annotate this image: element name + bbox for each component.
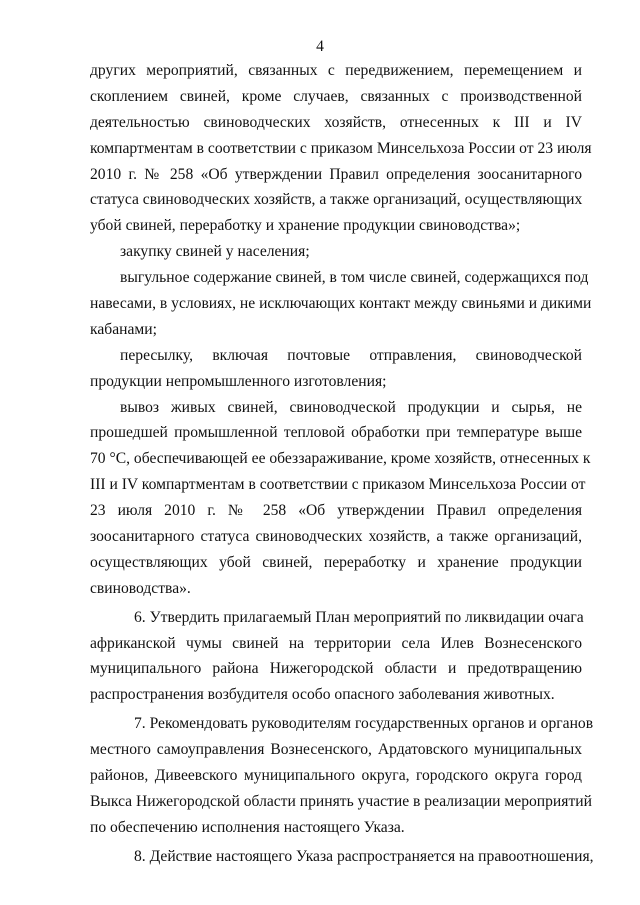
text-line: африканской чумы свиней на территории села Илев Вознесенского [90,634,582,652]
text-line: кабанами; [90,320,157,338]
text-line: районов, Дивеевского муниципального округа, городского округа город [90,767,582,785]
text-line: по обеспечению исполнения настоящего Указа. [90,818,405,836]
text-line: осуществляющих убой свиней, переработку и хранение продукции [90,553,582,571]
text-line: деятельностью свиноводческих хозяйств, отнесенных к III и IV [90,113,582,131]
page-number: 4 [316,38,324,55]
text-line: 7. Рекомендовать руководителям государственных органов и органов [134,715,594,733]
text-line: муниципального района Нижегородской области и предотвращению [90,660,582,678]
text-line: пересылку, включая почтовые отправления, свиноводческой [120,346,582,364]
document-body [90,58,594,870]
text-line: 8. Действие настоящего Указа распространяется на правоотношения, [134,847,594,865]
text-line: 2010 г. № 258 «Об утверждении Правил определения зоосанитарного [90,165,582,183]
text-line: 6. Утвердить прилагаемый План мероприятий по ликвидации очага [134,608,584,626]
text-line: 23 июля 2010 г. № 258 «Об утверждении Правил определения [90,502,582,520]
text-line: выгульное содержание свиней, в том числе свиней, содержащихся под [120,269,589,287]
text-line: статуса свиноводческих хозяйств, а также организаций, осуществляющих [90,191,583,209]
text-line: компартментам в соответствии с приказом Минсельхоза России от 23 июля [90,139,592,157]
text-line: зоосанитарного статуса свиноводческих хозяйств, а также организаций, [90,528,582,546]
text-line: Выкса Нижегородской области принять участие в реализации мероприятий [90,792,592,810]
text-line: других мероприятий, связанных с передвижением, перемещением и [90,62,582,79]
text-line: местного самоуправления Вознесенского, Ардатовского муниципальных [90,741,582,759]
text-line: закупку свиней у населения; [120,243,310,261]
text-line: убой свиней, переработку и хранение продукции свиноводства»; [90,217,521,235]
text-line: III и IV компартментам в соответствии с приказом Минсельхоза России от [90,476,586,494]
text-line: вывоз живых свиней, свиноводческой продукции и сырья, не [120,398,582,416]
text-line: продукции непромышленного изготовления; [90,372,387,390]
text-line: навесами, в условиях, не исключающих контакт между свиньями и дикими [90,295,592,313]
text-line: свиноводства». [90,579,191,597]
text-line: скоплением свиней, кроме случаев, связанных с производственной [90,87,582,105]
text-line: прошедшей промышленной тепловой обработки при температуре выше [90,424,582,442]
text-line: 70 °С, обеспечивающей ее обеззараживание, кроме хозяйств, отнесенных к [90,450,591,468]
text-line: распространения возбудителя особо опасного заболевания животных. [90,686,555,704]
